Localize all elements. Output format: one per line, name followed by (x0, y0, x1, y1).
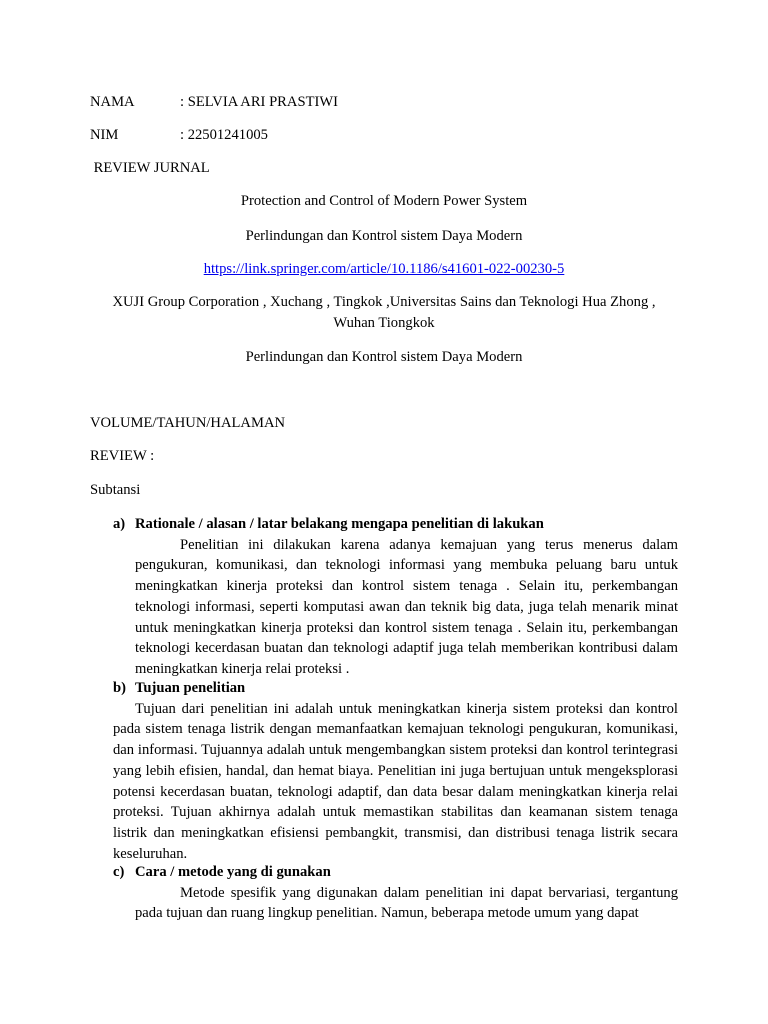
affiliation-line-2: Wuhan Tiongkok (333, 315, 435, 331)
review-jurnal-heading: REVIEW JURNAL (90, 160, 210, 176)
section-b-heading (113, 678, 678, 699)
volume-label: VOLUME/TAHUN/HALAMAN (90, 415, 286, 431)
section-c (113, 862, 678, 924)
section-a (113, 514, 678, 680)
title-english: Protection and Control of Modern Power System (240, 193, 528, 209)
title-indonesian: Perlindungan dan Kontrol sistem Daya Modern (245, 228, 523, 244)
section-c-letter: c) (113, 864, 125, 880)
nama-label: NAMA (90, 94, 135, 110)
section-a-letter: a) (113, 516, 126, 532)
affiliation-line-1: XUJI Group Corporation , Xuchang , Tingkok ,Universitas Sains dan Teknologi Hua Zhong , (112, 294, 656, 310)
nama-value: : SELVIA ARI PRASTIWI (180, 94, 338, 110)
section-a-title: Rationale / alasan / latar belakang mengapa penelitian di lakukan (135, 516, 544, 532)
article-link[interactable]: https://link.springer.com/article/10.1186/s41601-022-00230-5 (203, 261, 565, 277)
title-indonesian-repeat: Perlindungan dan Kontrol sistem Daya Modern (245, 349, 523, 365)
subtansi-label: Subtansi (90, 482, 141, 498)
section-c-heading (113, 862, 678, 883)
section-c-title: Cara / metode yang di gunakan (135, 864, 331, 880)
section-b-letter: b) (113, 680, 126, 696)
section-a-heading (113, 514, 678, 535)
section-b (113, 678, 678, 864)
section-b-body: Tujuan dari penelitian ini adalah untuk meningkatkan kinerja sistem proteksi dan kontrol pada sistem tenaga listrik dengan memanfaatkan kemajuan teknologi pengukuran, komunikasi, dan informasi. Tujuannya adalah untuk mengembangkan sistem proteksi dan kontrol terintegrasi yang lebih efisien, handal, dan hemat biaya. Penelitian ini juga bertujuan untuk mengeksplorasi potensi kecerdasan buatan, teknologi adaptif, dan data besar dalam meningkatkan kinerja relai proteksi. Tujuan akhirnya adalah untuk memastikan stabilitas dan keamanan sistem tenaga listrik dan meningkatkan efisiensi pembangkit, transmisi, dan distribusi tenaga listrik secara keseluruhan. (113, 700, 678, 862)
section-c-body: Metode spesifik yang digunakan dalam penelitian ini dapat bervariasi, tergantung pada tujuan dan ruang lingkup penelitian. Namun, beberapa metode umum yang dapat (135, 884, 678, 922)
nim-value: : 22501241005 (180, 127, 268, 143)
section-b-title: Tujuan penelitian (135, 680, 246, 696)
nim-label: NIM (90, 127, 119, 143)
section-a-body: Penelitian ini dilakukan karena adanya kemajuan yang terus menerus dalam pengukuran, komunikasi, dan teknologi informasi yang membuka peluang baru untuk meningkatkan kinerja proteksi dan kontrol sistem tenaga . Selain itu, perkembangan teknologi informasi, seperti komputasi awan dan teknik big data, juga telah menarik minat untuk meningkatkan kinerja proteksi dan kontrol sistem tenaga . Selain itu, perkembangan teknologi kecerdasan buatan dan teknologi adaptif juga telah memberikan kontribusi dalam meningkatkan kinerja relai proteksi . (135, 536, 678, 677)
review-label: REVIEW : (90, 448, 155, 464)
